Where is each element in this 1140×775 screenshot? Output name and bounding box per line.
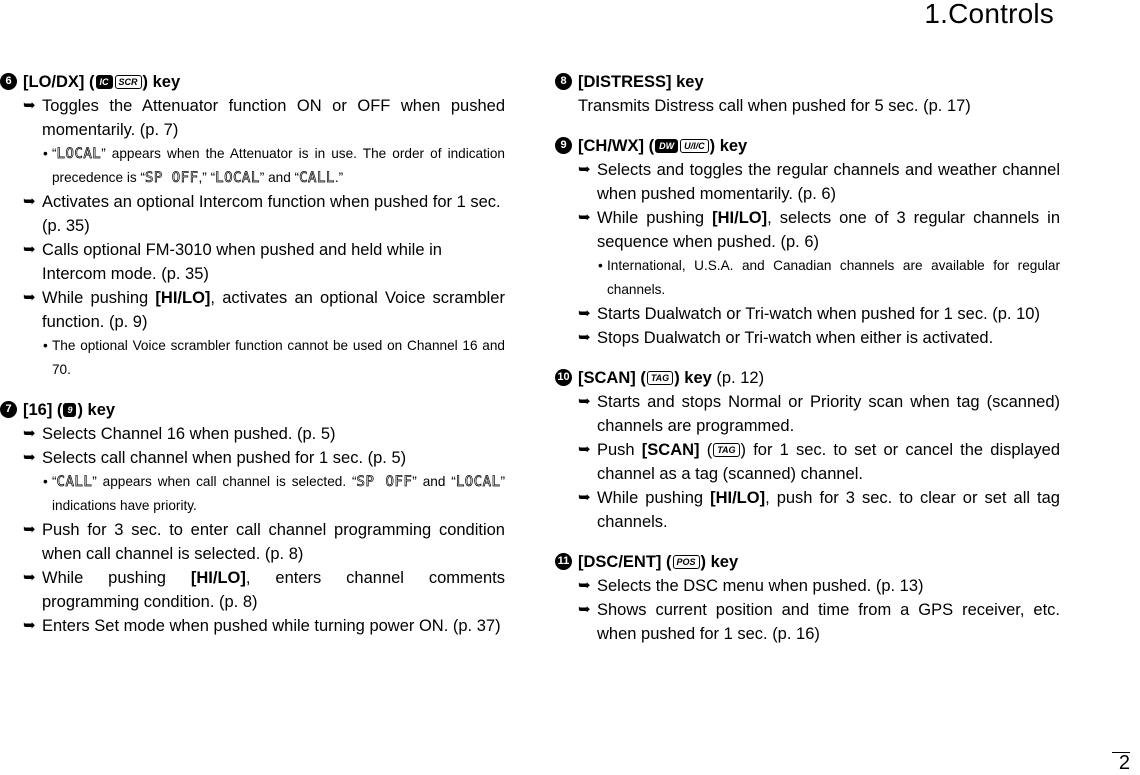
note [42,470,505,518]
ic-key-badge: IC [96,75,113,89]
key-name: [SCAN] [578,369,636,387]
key-ref: [HI/LO] [712,209,768,227]
arrow-icon: ➥ [23,449,36,466]
list-item [578,206,1060,254]
arrow-icon: ➥ [23,617,36,634]
item-text: , enters channel comments programming condition. (p. 8) [42,569,505,611]
section-number-badge: 8 [555,73,572,90]
note-text: The optional Voice scrambler function cannot be used on Channel 16 and 70. [52,338,505,377]
list-item [578,390,1060,438]
arrow-icon: ➥ [23,241,36,258]
tag-key-badge: TAG [647,371,673,385]
item-text: While pushing [42,289,156,307]
section-16 [0,398,505,638]
key-ref: [HI/LO] [190,569,246,587]
arrow-icon: ➥ [23,289,36,306]
item-text: Push [597,441,642,459]
item-text: Selects and toggles the regular channels and weather channel when pushed momentarily. (p. 6) [597,161,1060,203]
dw-key-badge: DW [655,139,678,153]
item-text: , push for 3 sec. to clear or set all tag channels. [597,489,1060,531]
note [42,334,505,382]
list-item [23,190,505,238]
key-name: [DSC/ENT] [578,553,662,571]
tag-key-badge: TAG [713,443,739,457]
list-item [23,566,505,614]
key-name: [DISTRESS] [578,73,672,91]
item-text: Selects call channel when pushed for 1 sec. (p. 5) [42,449,407,467]
arrow-icon: ➥ [23,569,36,586]
scr-key-badge: SCR [115,75,142,89]
item-text: Starts Dualwatch or Tri-watch when pushed for 1 sec. (p. 10) [597,305,1040,323]
lcd-text: LOCAL [56,146,102,162]
lcd-text: LOCAL [455,474,501,490]
note-text: ,” “ [198,170,216,185]
lcd-text: SP OFF [144,170,199,186]
list-item [23,286,505,334]
key-word: key [710,553,739,571]
arrow-icon: ➥ [578,441,591,458]
list-item [23,446,505,470]
item-text: Selects the DSC menu when pushed. (p. 13) [597,577,924,595]
arrow-icon: ➥ [578,393,591,410]
note-text: ” appears when the Attenuator is in use. The order of indication precedence is “ [52,146,505,185]
pos-key-badge: POS [673,555,700,569]
section-number-badge: 6 [0,73,17,90]
list-item [578,486,1060,534]
item-text: Starts and stops Normal or Priority scan when tag (scanned) channels are programmed. [597,393,1060,435]
arrow-icon: ➥ [578,489,591,506]
key-ref: [HI/LO] [710,489,766,507]
key-word: key [676,73,704,91]
section-scan [555,366,1060,534]
arrow-icon: ➥ [23,425,36,442]
lcd-text: CALL [56,474,93,490]
item-text: Enters Set mode when pushed while turning power ON. (p. 37) [42,617,501,635]
note-text: ” and “ [259,170,300,185]
section-text: Transmits Distress call when pushed for 5 sec. (p. 17) [578,97,971,115]
bullet-icon: • [43,338,48,353]
item-text: Selects Channel 16 when pushed. (p. 5) [42,425,336,443]
item-text: While pushing [597,209,713,227]
page-title: 1.Controls [924,0,1054,29]
item-text: Shows current position and time from a GPS receiver, etc. when pushed for 1 sec. (p. 16) [597,601,1060,643]
key-name: [CH/WX] [578,137,644,155]
section-number-badge: 10 [555,369,572,386]
bullet-icon: • [43,474,48,489]
lcd-text: CALL [299,170,335,186]
item-text: Push for 3 sec. to enter call channel programming condition when call channel is selected. (p. 8) [42,521,505,563]
section-dsc-ent [555,550,1060,646]
key-word: key [719,137,748,155]
list-item [23,518,505,566]
section-number-badge: 11 [555,553,572,570]
item-text: While pushing [42,569,191,587]
key-word: key [684,369,712,387]
arrow-icon: ➥ [578,601,591,618]
key-word: key [87,401,116,419]
item-text: While pushing [597,489,711,507]
left-column [0,70,505,654]
note-text: ” appears when call channel is selected. “ [92,474,357,489]
list-item [23,422,505,446]
note-text: “ [52,474,57,489]
section-heading: 9 [CH/WX] ( DW U/I/C ) key [555,134,1060,158]
key-name: [LO/DX] [23,73,85,91]
arrow-icon: ➥ [578,305,591,322]
item-text: , selects one of 3 regular channels in sequence when pushed. (p. 6) [597,209,1060,251]
nine-key-badge: 9 [63,403,76,417]
list-item [578,574,1060,598]
bullet-icon: • [43,146,48,161]
section-ch-wx [555,134,1060,350]
arrow-icon: ➥ [578,577,591,594]
arrow-icon: ➥ [23,97,36,114]
arrow-icon: ➥ [23,193,36,210]
section-distress [555,70,1060,118]
note [42,142,505,190]
arrow-icon: ➥ [578,209,591,226]
section-lo-dx [0,70,505,382]
item-text: Calls optional FM-3010 when pushed and held while in Intercom mode. (p. 35) [42,241,442,283]
page-ref: (p. 12) [716,369,765,387]
list-item [23,614,505,638]
key-ref: [HI/LO] [155,289,211,307]
key-name: [16] [23,401,53,419]
key-ref: [SCAN] [641,441,700,459]
lcd-text: LOCAL [215,170,260,186]
section-heading: 11 [DSC/ENT] ( POS ) key [555,550,1060,574]
right-column [555,70,1060,662]
section-number-badge: 9 [555,137,572,154]
section-heading: 10 [SCAN] ( TAG ) key (p. 12) [555,366,1060,390]
item-text: for 1 sec. to set or cancel the displayed channel as a tag (scanned) channel. [597,441,1060,483]
arrow-icon: ➥ [578,329,591,346]
item-text: Toggles the Attenuator function ON or OFF when pushed momentarily. (p. 7) [42,97,505,139]
arrow-icon: ➥ [23,521,36,538]
note-text: .” [334,170,344,185]
note-text: ” indications have priority. [52,474,506,513]
page-number: 2 [1112,752,1130,773]
note-text: ” and “ [412,474,456,489]
section-heading: 7 [16] ( 9 ) key [0,398,505,422]
section-heading [555,70,1060,94]
list-item [578,598,1060,646]
list-item [578,302,1060,326]
key-word: key [152,73,181,91]
lcd-text: SP OFF [356,474,413,490]
bullet-icon: • [598,258,603,273]
arrow-icon: ➥ [578,161,591,178]
list-item [578,158,1060,206]
item-text: Stops Dualwatch or Tri-watch when either is activated. [597,329,994,347]
section-number-badge: 7 [0,401,17,418]
list-item [23,238,505,286]
note-text: International, U.S.A. and Canadian channels are available for regular channels. [607,258,1060,297]
list-item: ➥ Push [SCAN] ( TAG ) for 1 sec. to set or cancel the displayed channel as a tag (scanned) channel. [578,438,1060,486]
item-text: Activates an optional Intercom function when pushed for 1 sec. (p. 35) [42,193,501,235]
list-item [578,326,1060,350]
item-text: , activates an optional Voice scrambler function. (p. 9) [42,289,505,331]
uic-key-badge: U/I/C [680,139,709,153]
note [597,254,1060,302]
list-item [23,94,505,142]
section-heading: 6 [LO/DX] ( IC SCR ) key [0,70,505,94]
note-text: “ [52,146,57,161]
